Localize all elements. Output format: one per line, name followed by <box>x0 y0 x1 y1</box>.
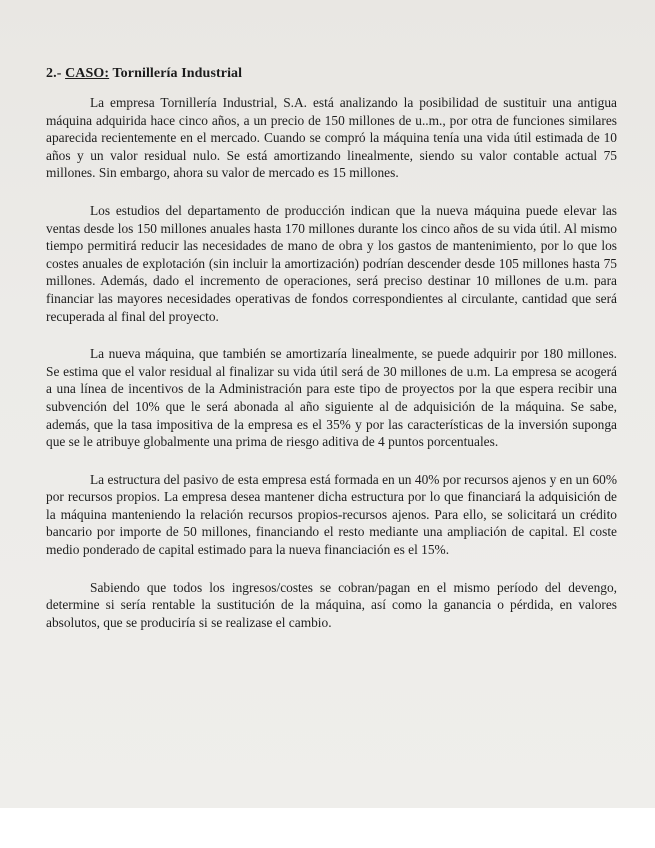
case-title <box>46 66 617 82</box>
case-label: CASO: <box>65 66 110 81</box>
paragraph-financing: La estructura del pasivo de esta empresa está formada en un 40% por recursos ajenos y en un 60% por recursos propios. La empresa desea mantener dicha estructura por lo que financiará la adquisición de la máquina manteniendo la relación recursos propios-recursos ajenos. Para ello, se solicitará un crédito bancario por importe de 50 millones, financiando el resto mediante una ampliación de capital. El coste medio ponderado de capital estimado para la nueva financiación es el 15%. <box>46 471 617 558</box>
paragraph-production: Los estudios del departamento de producción indican que la nueva máquina puede elevar las ventas desde los 150 millones anuales hasta 170 millones durante los cinco años de su vida útil. Al mismo tiempo permitirá reducir las necesidades de mano de obra y los gastos de mantenimiento, por lo que los costes anuales de explotación (sin incluir la amortización) podrían descender desde 105 millones hasta 75 millones. Además, dado el incremento de operaciones, será preciso destinar 10 millones de u.m. para financiar las mayores necesidades operativas de fondos correspondientes al circulante, cantidad que será recuperada al final del proyecto. <box>46 202 617 324</box>
paragraph-context: La empresa Tornillería Industrial, S.A. está analizando la posibilidad de sustituir una antigua máquina adquirida hace cinco años, a un precio de 150 millones de u..m., por otra de funciones similares aparecida recientemente en el mercado. Cuando se compró la máquina tenía una vida útil estimada de 10 años y un valor residual nulo. Se está amortizando linealmente, siendo su valor contable actual 75 millones. Sin embargo, ahora su valor de mercado es 15 millones. <box>46 95 617 181</box>
paragraph-new-machine: La nueva máquina, que también se amortizaría linealmente, se puede adquirir por 180 millones. Se estima que el valor residual al finalizar su vida útil será de 30 millones de u.m. La empresa se acogerá a una línea de incentivos de la Administración para este tipo de proyectos por la que espera recibir una subvención del 10% que le será abonada al año siguiente al de adquisición de la máquina. Se sabe, además, que la tasa impositiva de la empresa es el 35% y por las características de la inversión suponga que se le atribuye globalmente una prima de riesgo aditiva de 4 puntos porcentuales. <box>46 346 617 450</box>
case-number: 2.- <box>46 66 62 81</box>
paragraph-question: Sabiendo que todos los ingresos/costes se cobran/pagan en el mismo período del devengo, determine si sería rentable la sustitución de la máquina, así como la ganancia o pérdida, en valores absolutos, que se produciría si se realizase el cambio. <box>46 579 617 630</box>
case-name: Tornillería Industrial <box>112 66 243 81</box>
